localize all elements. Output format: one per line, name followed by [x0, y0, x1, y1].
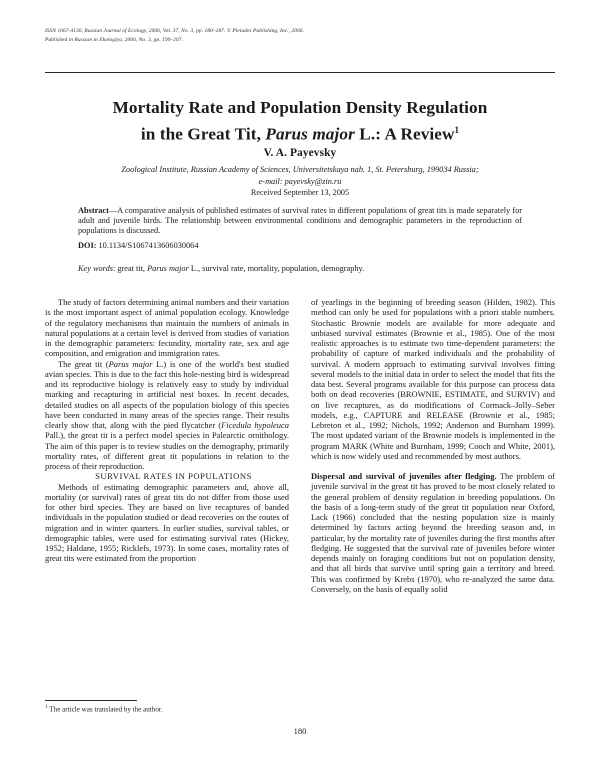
footnote-text: The article was translated by the author.: [47, 705, 163, 714]
left-paragraph-3: Methods of estimating demographic parameters and, above all, mortality (or survival) rates of great tits do not differ from those used for other bird species. They are based on live recaptures of banded individuals in the population studied or dead recoveries on the routes of migration and in winter quarters. In earlier studies, survival tables, or demographic tables, were used for estimating survival rates (Hickey, 1952; Haldane, 1955; Ricklefs, 1973). In some cases, mortality rates of great tits were estimated from the proportion: [45, 481, 289, 564]
journal-header: [45, 27, 555, 44]
footnote-block: [45, 703, 289, 714]
left-paragraph-1: The study of factors determining animal numbers and their variation is the most important aspect of animal population ecology. Knowledge of the regulatory mechanisms that maintain the numbers of animals in natural populations at a certain level is derived from studies of variation in the demographic parameters: fecundity, mortality rate, sex and age composition, and emigration and immigration rates.: [45, 297, 289, 359]
right-p2-text: The problem of juvenile survival in the great tit has proved to be most closely related to the general problem of density regulation in breeding populations. On the basis of a long-term study of the great tit population near Oxford, Lack (1966) concluded that the nesting population size is mainly determined by factors acting beyond the breeding season and, in particular, by the mortality rate of juveniles during the first months after fledging. He suggested that the survival rate of juveniles before winter depends mainly on foraging conditions but not on population density, and that all birds that survive until spring gain a territory and breed. This was confirmed by Krebs (1970), who re-analyzed the same data. Conversely, on the basis of equally solid: [311, 471, 555, 594]
title-line-2-prefix: in the Great Tit,: [140, 124, 266, 144]
body-column-right: [311, 297, 555, 594]
page-title: [50, 96, 550, 146]
journal-header-line1: ISSN 1067-4136, Russian Journal of Ecology, 2006, Vol. 37, No. 3, pp. 180–187. © Pleiades Publishing, Inc., 2006.: [45, 28, 304, 34]
affiliation-email: e-mail: payevsky@zin.ru: [258, 176, 342, 186]
body-column-left: [45, 297, 289, 564]
keywords-list: L., survival rate, mortality, population, demography.: [188, 264, 365, 273]
keywords-label: Key words: [78, 264, 113, 273]
abstract-text: A comparative analysis of published estimates of survival rates in different populations of great tits is made separately for adult and juvenile birds. The relationship between environmental conditions and demographic parameters in the reproduction of populations is discussed.: [78, 206, 522, 236]
title-species-name: Parus major: [265, 124, 355, 144]
footnote-divider-rule: [45, 700, 137, 701]
journal-header-line2: Published in Russian in Ekologiya, 2006, No. 3, pp. 199–207.: [45, 36, 183, 43]
runin-heading-dispersal: Dispersal and survival of juveniles after fledging.: [311, 471, 497, 481]
page-number: 180: [293, 726, 307, 736]
abstract-block: [78, 206, 522, 237]
author-list: V. A. Payevsky: [263, 147, 337, 159]
title-footnote-marker: 1: [454, 125, 460, 135]
doi-label: DOI:: [78, 241, 97, 250]
left-p2-part-c: Pall.), the great tit is a perfect model species in Palearctic ornithology. The aim of this paper is to review studies on the demography, primarily mortality rates, of different great tit populations in relation to the process of their reproduction.: [45, 430, 289, 471]
footnote-marker: 1: [45, 704, 48, 710]
left-p2-part-a: The great tit (: [58, 358, 109, 369]
left-p2-part-b: L.) is one of the world's best studied avian species. This is due to the fact this hole-nesting bird is widespread and its reproductive biology is relatively easy to study by individual marking and recapturing in artificial nest boxes. In recent decades, detailed studies on all aspects of the population biology of this species have been conducted in many areas of the species range. Their results clearly show that, along with the pied flycatcher (: [45, 358, 289, 430]
left-paragraph-2: [45, 359, 289, 472]
column-spacer: [311, 461, 555, 471]
header-divider-rule: [45, 72, 555, 73]
title-line-1: Mortality Rate and Population Density Regulation: [112, 98, 488, 117]
received-date: Received September 13, 2005: [250, 188, 350, 197]
doi-block: [78, 241, 522, 250]
keywords-species-name: Parus major: [147, 264, 189, 273]
section-heading-survival-rates: SURVIVAL RATES IN POPULATIONS: [95, 471, 252, 482]
right-paragraph-2: [311, 471, 555, 594]
keywords-block: [78, 264, 522, 274]
abstract-label: Abstract: [78, 206, 109, 215]
affiliation-line-1: Zoological Institute, Russian Academy of Sciences, Universitetskaya nab. 1, St. Petersburg, 199034 Russia;: [121, 165, 479, 174]
abstract-dash: —: [108, 206, 118, 215]
doi-value[interactable]: 10.1134/S1067413606030064: [98, 241, 199, 250]
title-line-2-suffix: L.: A Review: [354, 124, 455, 144]
keywords-separator: : great tit,: [112, 264, 148, 273]
right-paragraph-1: of yearlings in the beginning of breeding season (Hilden, 1982). This method can only be used for populations with a priori stable numbers. Stochastic Brownie models are available for more adequate and unbiased survival estimates (Brownie et al., 1985). One of the most realistic approaches is to estimate two time-dependent parameters: the probability of capture of marked individuals and the probability of survival. A modern approach to estimating survival involves fitting several models to the initial data in order to select the model that fits the data best. Several programs available for this purpose can process data both on dead recoveries (BROWNIE, ESTIMATE, and SURVIV) and on live recaptures, as do modifications of Cormack–Jolly–Seber models, e.g., CAPTURE and RELEASE (Brownie et al., 1985; Lebreton et al., 1992; Nichols, 1992; Anderson and Burnham 1999). The most updated variant of the Brownie models is implemented in the program MARK (White and Burnham, 1999; Cooch and White, 2001), which is now widely used and recommended by most authors.: [311, 297, 555, 461]
left-p2-species-2: Ficedula hypoleuca: [221, 420, 289, 430]
left-p2-species-1: Parus major: [108, 358, 153, 369]
affiliation-block: [40, 164, 560, 187]
